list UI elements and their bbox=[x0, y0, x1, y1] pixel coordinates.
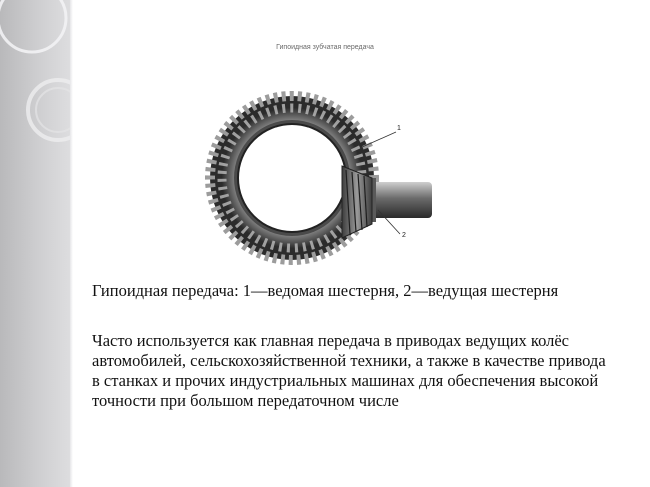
hypoid-gear-icon bbox=[200, 82, 440, 272]
body-paragraph: Часто используется как главная передача в приводах ведущих колёс автомобилей, сельскохозяйственной техники, а также в качестве привода в станках и прочих индустриальных машинах для обеспечения высокой точности при большом передаточном числе bbox=[92, 331, 606, 410]
decorative-side-band bbox=[0, 0, 72, 487]
hypoid-gear-figure bbox=[200, 82, 440, 272]
side-band-edge bbox=[70, 0, 73, 487]
callout-2: 2 bbox=[402, 232, 406, 239]
callout-1: 1 bbox=[397, 125, 401, 132]
figure-caption: Гипоидная передача: 1—ведомая шестерня, 2—ведущая шестерня bbox=[92, 281, 559, 300]
decorative-circles-icon bbox=[0, 0, 72, 487]
slide-title: Гипоидная зубчатая передача bbox=[276, 44, 374, 51]
